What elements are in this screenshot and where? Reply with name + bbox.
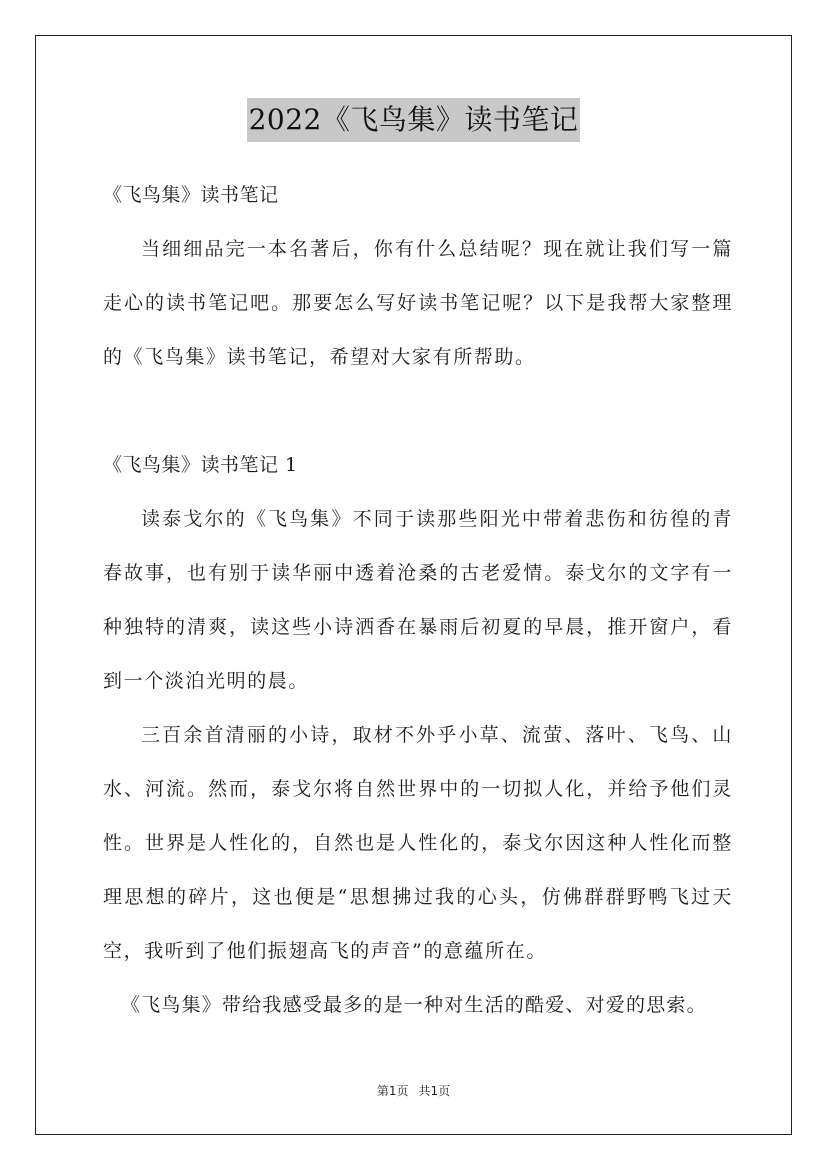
intro-heading: 《飞鸟集》读书笔记 [103, 184, 279, 206]
intro-paragraph: 当细细品完一本名著后，你有什么总结呢？现在就让我们写一篇走心的读书笔记吧。那要怎么写好读书笔记呢？以下是我帮大家整理的《飞鸟集》读书笔记，希望对大家有所帮助。 [103, 238, 733, 368]
title-container [0, 98, 827, 142]
blank-line [103, 384, 733, 438]
page-number: 第1页 [376, 1084, 409, 1098]
section-heading: 《飞鸟集》读书笔记 1 [103, 454, 298, 476]
body-paragraph-2: 三百余首清丽的小诗，取材不外乎小草、流萤、落叶、飞鸟、山水、河流。然而，泰戈尔将自然世界中的一切拟人化，并给予他们灵性。世界是人性化的，自然也是人性化的，泰戈尔因这种人性化而整理思想的碎片，这也便是“思想拂过我的心头，仿佛群群野鸭飞过天空，我听到了他们振翅高飞的声音”的意蕴所在。 [103, 724, 733, 962]
document-body [103, 168, 733, 1032]
page-total: 共1页 [418, 1084, 451, 1098]
page-footer [0, 1082, 827, 1099]
body-paragraph-1: 读泰戈尔的《飞鸟集》不同于读那些阳光中带着悲伤和彷徨的青春故事，也有别于读华丽中透着沧桑的古老爱情。泰戈尔的文字有一种独特的清爽，读这些小诗洒香在暴雨后初夏的早晨，推开窗户，看到一个淡泊光明的晨。 [103, 508, 733, 692]
document-title: 2022《飞鸟集》读书笔记 [247, 98, 581, 142]
body-paragraph-3: 《飞鸟集》带给我感受最多的是一种对生活的酷爱、对爱的思索。 [121, 994, 707, 1016]
